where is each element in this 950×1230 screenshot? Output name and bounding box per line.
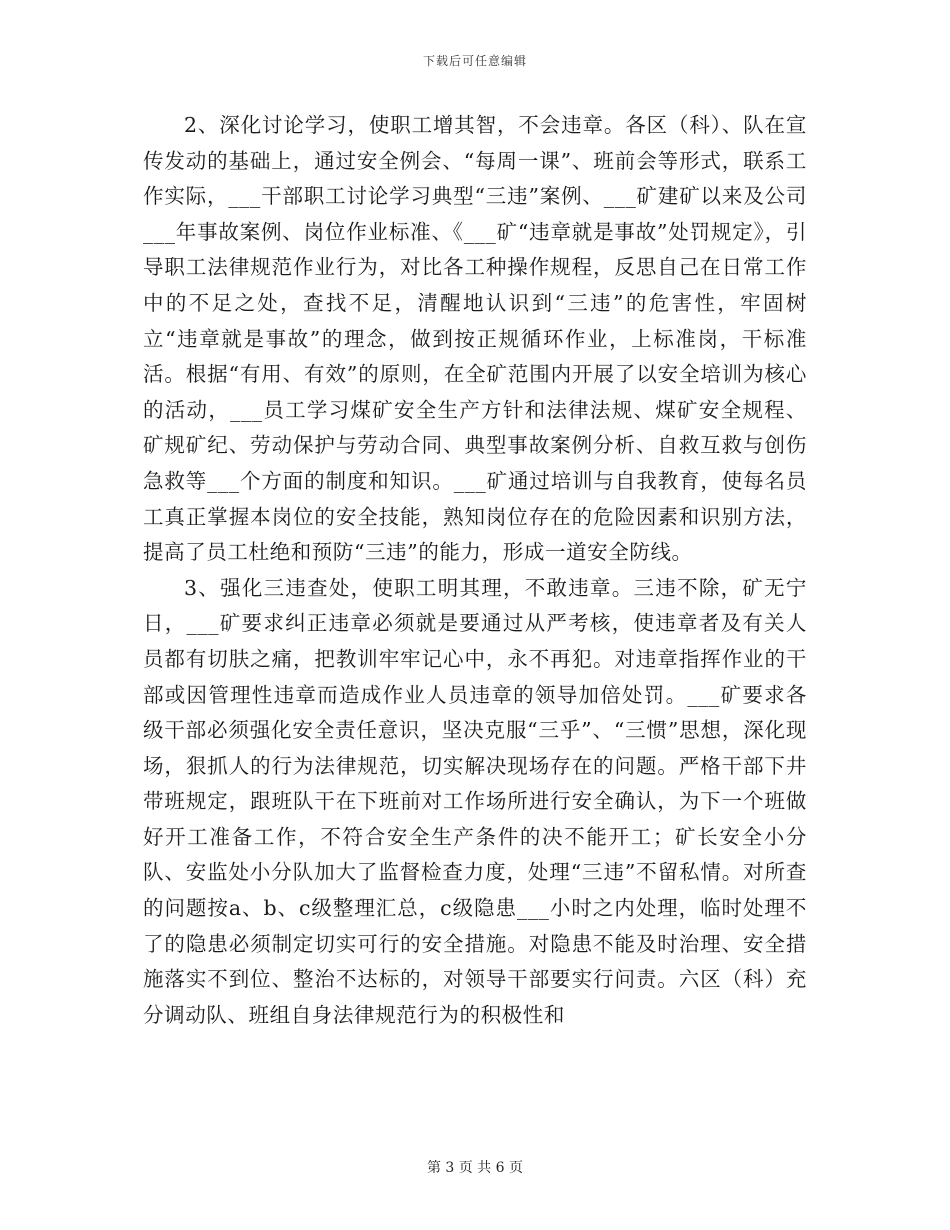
- document-body: [143, 108, 807, 1033]
- page-header-note: 下载后可任意编辑: [422, 54, 527, 68]
- paragraph-3: 3、强化三违查处，使职工明其理，不敢违章。三违不除，矿无宁日，___矿要求纠正违章必须就是要通过从严考核，使违章者及有关人员都有切肤之痛，把教训牢牢记心中，永不再犯。对违章指挥作业的干部或因管理性违章而造成作业人员违章的领导加倍处罚。___矿要求各级干部必须强化安全责任意识，坚决克服“三乎”、“三惯”思想，深化现场，狠抓人的行为法律规范，切实解决现场存在的问题。严格干部下井带班规定，跟班队干在下班前对工作场所进行安全确认，为下一个班做好开工准备工作，不符合安全生产条件的决不能开工；矿长安全小分队、安监处小分队加大了监督检查力度，处理“三违”不留私情。对所查的问题按a、b、c级整理汇总，c级隐患___小时之内处理，临时处理不了的隐患必须制定切实可行的安全措施。对隐患不能及时治理、安全措施落实不到位、整治不达标的，对领导干部要实行问责。六区（科）充分调动队、班组自身法律规范行为的积极性和: [143, 575, 807, 1027]
- page-number: 第 3 页 共 6 页: [426, 1160, 524, 1176]
- paragraph-2: 2、深化讨论学习，使职工增其智，不会违章。各区（科）、队在宣传发动的基础上，通过安全例会、“每周一课”、班前会等形式，联系工作实际，___干部职工讨论学习典型“三违”案例、___矿建矿以来及公司___年事故案例、岗位作业标准、《___矿“违章就是事故”处罚规定》，引导职工法律规范作业行为，对比各工种操作规程，反思自己在日常工作中的不足之处，查找不足，清醒地认识到“三违”的危害性，牢固树立“违章就是事故”的理念，做到按正规循环作业，上标准岗，干标准活。根据“有用、有效”的原则，在全矿范围内开展了以安全培训为核心的活动，___员工学习煤矿安全生产方针和法律法规、煤矿安全规程、矿规矿纪、劳动保护与劳动合同、典型事故案例分析、自救互救与创伤急救等___个方面的制度和知识。___矿通过培训与自我教育，使每名员工真正掌握本岗位的安全技能，熟知岗位存在的危险因素和识别方法，提高了员工杜绝和预防“三违”的能力，形成一道安全防线。: [143, 113, 807, 565]
